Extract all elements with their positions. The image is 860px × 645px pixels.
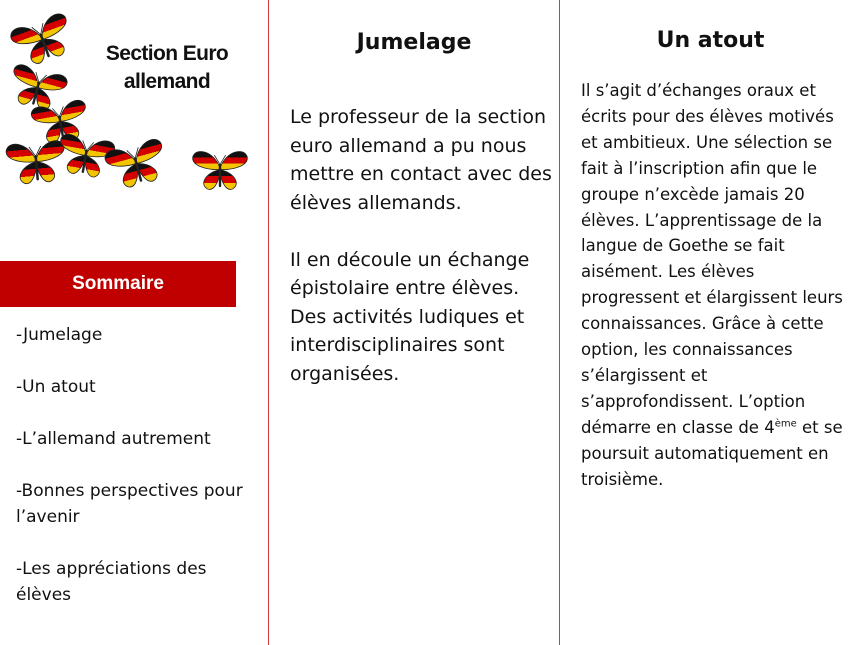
atout-title: Un atout <box>656 28 765 53</box>
atout-body <box>581 78 853 493</box>
section-title-line: Section Euro <box>105 42 229 65</box>
left-panel <box>0 0 268 645</box>
summary-item: -Jumelage <box>16 325 103 345</box>
summary-list <box>16 322 261 634</box>
summary-item: -Un atout <box>16 377 96 397</box>
jumelage-paragraph: Il en découle un échange épistolaire entre élèves. Des activités ludiques et interdisciplinaires sont organisées. <box>290 248 530 385</box>
right-panel <box>561 0 860 645</box>
jumelage-body <box>290 103 552 417</box>
column-divider <box>268 0 269 645</box>
butterfly-flag-icon <box>0 0 260 205</box>
summary-item: -Les appréciations des élèves <box>16 559 207 605</box>
atout-paragraph <box>581 78 853 493</box>
column-divider <box>559 0 560 645</box>
summary-item: -Bonnes perspectives pour l’avenir <box>16 481 243 527</box>
section-title <box>92 40 242 96</box>
jumelage-paragraph: Le professeur de la section euro allemand a pu nous mettre en contact avec des élèves allemands. <box>290 106 552 214</box>
jumelage-title: Jumelage <box>356 30 472 55</box>
summary-heading <box>0 261 236 307</box>
middle-panel <box>270 0 558 645</box>
summary-item: -L’allemand autrement <box>16 429 211 449</box>
atout-text-end: et se poursuit automatiquement en troisième. <box>581 417 843 489</box>
summary-heading-label: Sommaire <box>72 273 164 294</box>
atout-superscript: ème <box>774 418 797 430</box>
section-title-line: allemand <box>123 70 211 93</box>
atout-text: Il s’agit d’échanges oraux et écrits pour des élèves motivés et ambitieux. Une sélection se fait à l’inscription afin que le groupe n’excède jamais 20 élèves. L’apprentissage de la langue de Goethe se fait aisément. Les élèves progressent et élargissent leurs connaissances. Grâce à cette option, les connaissances s’élargissent et s’approfondissent. L’option démarre en classe de 4 <box>581 81 843 437</box>
